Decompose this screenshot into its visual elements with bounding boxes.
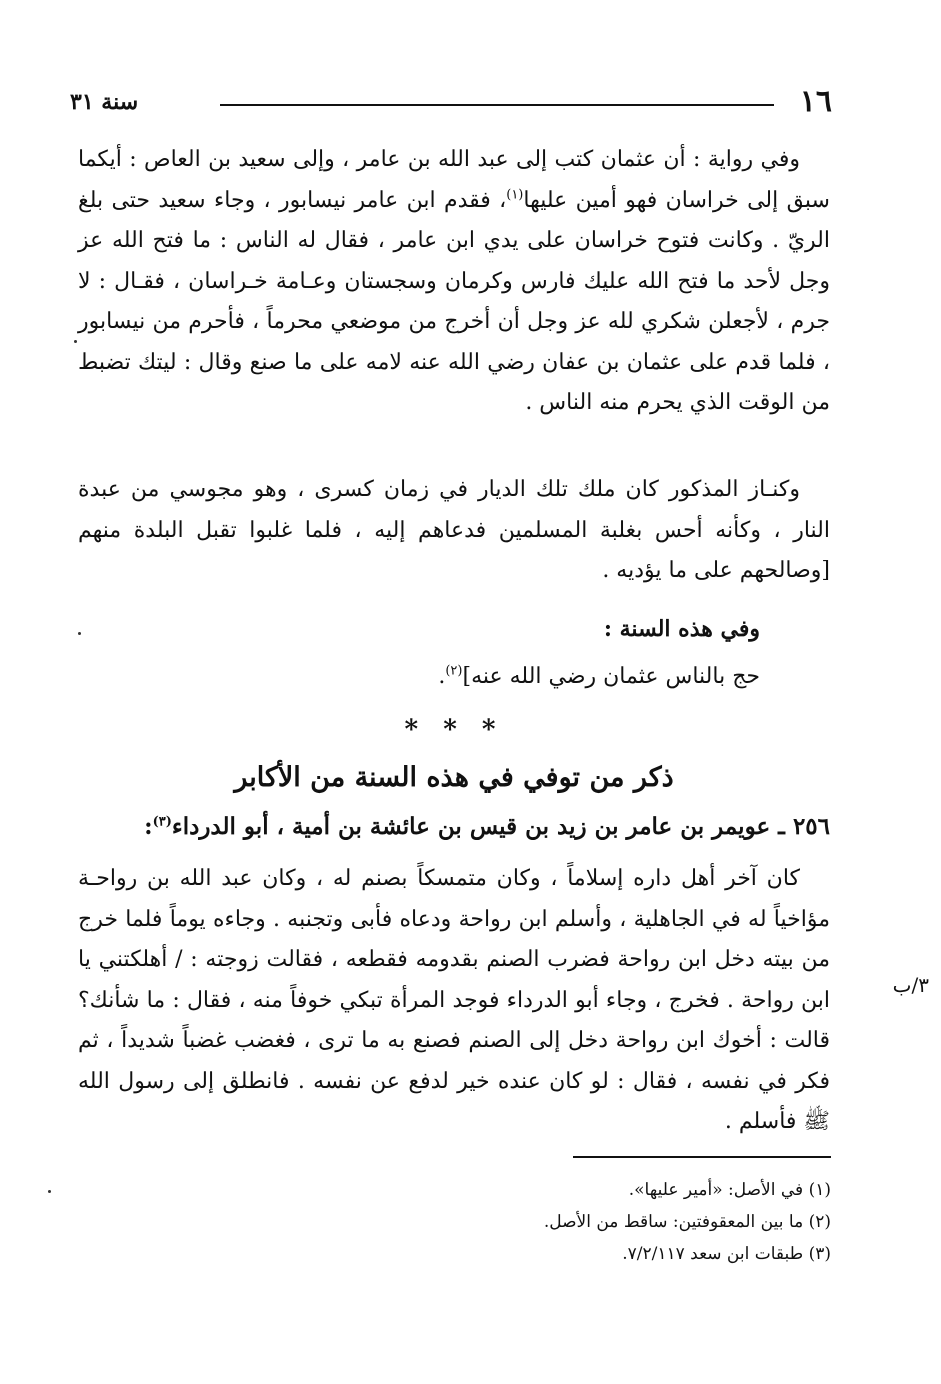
page-header	[70, 82, 832, 122]
scan-speck	[78, 632, 81, 635]
paragraph-text: ، فقدم ابن عامر نيسابور ، وجاء سعيد حتى بلغ الريّ . وكانت فتوح خراسان على يدي ابن عامر ، فقال له الناس : ما فتح الله عز وجل لأحد ما فتح الله عليك فارس وكرمان وسجستان وعـامة خـراسان ، فقـال : لا جرم ، لأجعلن شكري لله عز وجل أن أخرج من موضعي محرماً ، فأحرم من نيسابور ، فلما قدم على عثمان بن عفان رضي الله عنه لامه على ما صنع وقال : ليتك تضبط من الوقت الذي يحرم منه الناس .	[78, 187, 830, 415]
running-head: سنة ٣١	[70, 89, 139, 115]
paragraph-biography	[78, 859, 830, 1143]
paragraph-text: وكنـاز المذكور كان ملك تلك الديار في زمان كسرى ، وهو مجوسي من عبدة النار ، وكأنه أحس بغلبة المسلمين فدعاهم إليه ، فلما غلبوا تقبل البلدة منهم [وصالحهم على ما يؤديه .	[78, 477, 830, 583]
section-title: ذكر من توفي في هذه السنة من الأكابر	[234, 762, 674, 793]
hajj-line	[78, 657, 830, 697]
section-separator: * * *	[404, 715, 504, 745]
header-rule	[220, 104, 774, 106]
year-events-label: وفي هذه السنة :	[603, 616, 760, 642]
scan-speck	[74, 340, 77, 343]
paragraph-kanaz	[78, 470, 830, 592]
paragraph-text: وفي رواية : أن عثمان كتب إلى عبد الله بن عامر ، وإلى سعيد بن العاص : أيكما سبق إلى خراسان فهو أمين عليها	[78, 147, 830, 213]
manuscript-folio-note: ٣/ب	[892, 973, 929, 997]
footnote-2: (٢) ما بين المعقوفتين: ساقط من الأصل.	[543, 1212, 831, 1232]
footnote-ref-2[interactable]: (٢)	[445, 663, 463, 679]
footnotes	[231, 1174, 831, 1270]
hajj-text: حج بالناس عثمان رضي الله عنه]	[462, 664, 760, 689]
entry-heading	[78, 807, 830, 847]
hajj-end: .	[438, 664, 446, 689]
entry-heading-end: :	[144, 813, 153, 840]
main-text	[78, 140, 830, 1143]
footnote-rule	[573, 1156, 831, 1158]
scan-speck	[48, 1190, 51, 1193]
footnote-1: (١) في الأصل: «أمير عليها».	[628, 1180, 831, 1200]
paragraph-text: كان آخر أهل داره إسلاماً ، وكان متمسكاً بصنم له ، وكان عبد الله بن رواحـة مؤاخياً له في الجاهلية ، وأسلم ابن رواحة ودعاه فأبى وتجنبه . وجاءه يوماً فلما خرج من بيته دخل ابن رواحة فضرب الصنم بقدومه فقطعه ، فقالت زوجته : / أهلكتني يا ابن رواحة . فخرج ، وجاء أبو الدرداء فوجد المرأة تبكي خوفاً منه ، فقال : ما شأنك؟ قالت : أخوك ابن رواحة دخل إلى الصنم فصنع به ما ترى ، فغضب غضباً شديداً ، ثم فكر في نفسه ، فقال : لو كان عنده خير لدفع عن نفسه . فانطلق إلى رسول الله ﷺ فأسلم .	[78, 866, 831, 1134]
paragraph-narration	[78, 140, 830, 464]
entry-heading-text: ٢٥٦ ـ عويمر بن عامر بن زيد بن قيس بن عائشة بن أمية ، أبو الدرداء	[171, 813, 830, 840]
footnote-ref-3[interactable]: (٣)	[152, 814, 172, 830]
page-number: ١٦	[799, 84, 832, 119]
footnote-ref-1[interactable]: (١)	[506, 187, 524, 203]
footnote-3: (٣) طبقات ابن سعد ٧/٢/١١٧.	[622, 1244, 831, 1264]
